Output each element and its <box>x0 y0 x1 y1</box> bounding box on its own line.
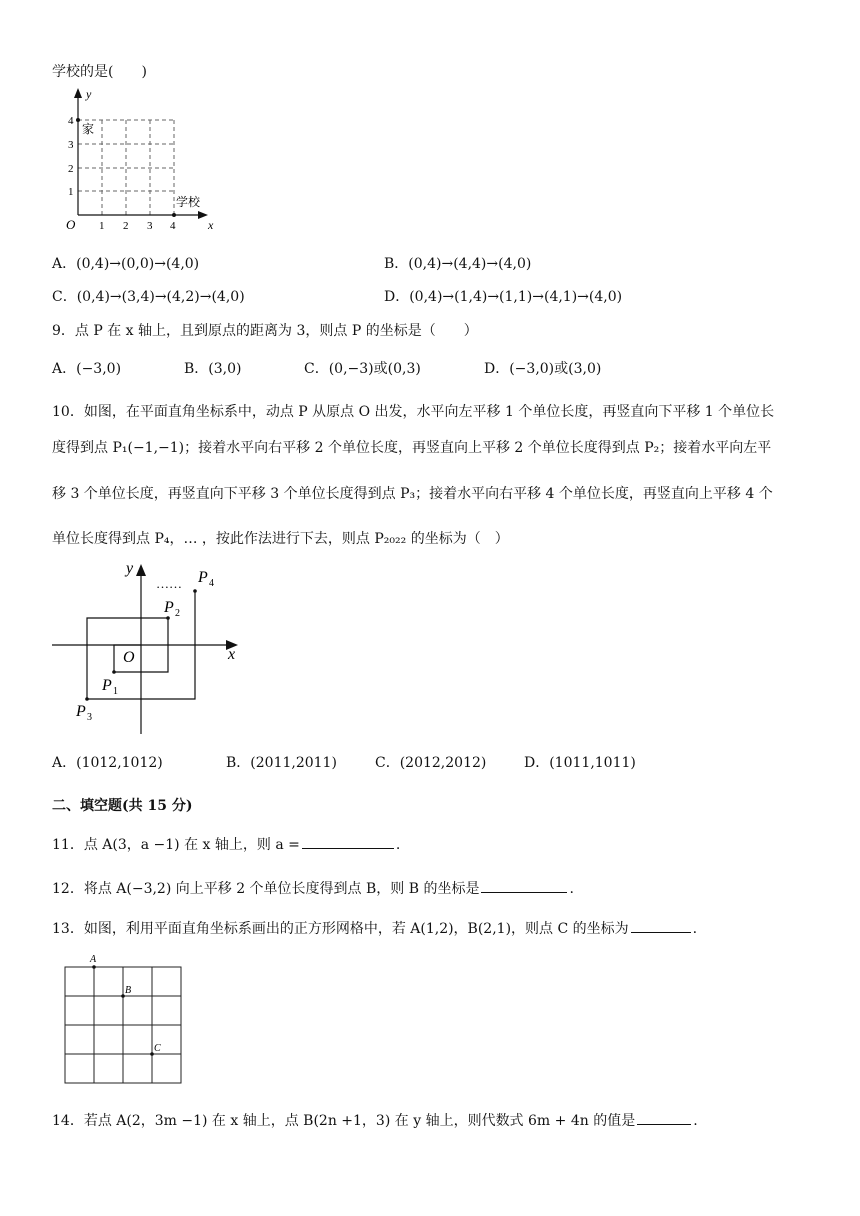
q8-y-tick-4: 4 <box>68 115 74 127</box>
q10-y-arrow <box>136 564 146 576</box>
q10-option-c: C．(2012,2012) <box>375 755 487 771</box>
q10-p2-label: P <box>164 599 174 616</box>
q10-origin-label: O <box>123 649 135 666</box>
q8-option-a: A．(0,4)→(0,0)→(4,0) <box>52 256 200 272</box>
q13-label-b: B <box>125 985 132 996</box>
q10-y-label: y <box>126 560 134 577</box>
q8-y-label: y <box>86 87 92 101</box>
q8-y-arrow <box>74 88 82 98</box>
q12-answer-blank[interactable] <box>481 878 567 893</box>
q11-answer-blank[interactable] <box>302 834 394 849</box>
q10-point-p2 <box>166 616 170 620</box>
q11-end: . <box>395 837 401 853</box>
q8-option-c: C．(0,4)→(3,4)→(4,2)→(4,0) <box>52 289 245 305</box>
q14-answer-blank[interactable] <box>637 1110 691 1125</box>
q10-p4-label: P <box>198 569 208 586</box>
q10-option-a: A．(1012,1012) <box>52 755 163 771</box>
q13-end: . <box>692 921 698 937</box>
q9-stem: 9．点 P 在 x 轴上，且到原点的距离为 3，则点 P 的坐标是（ ） <box>52 323 478 339</box>
q8-x-arrow <box>198 211 208 219</box>
q8-stem: 学校的是( ) <box>52 64 147 80</box>
q10-stem-line2: 度得到点 P₁(−1,−1)；接着水平向右平移 2 个单位长度，再竖直向上平移 2 个单位长度得到点 P₂；接着水平向左平 <box>52 440 772 456</box>
q10-stem-line3: 移 3 个单位长度，再竖直向下平移 3 个单位长度得到点 P₃；接着水平向右平移 4 个单位长度，再竖直向上平移 4 个 <box>52 486 773 502</box>
q10-x-label: x <box>228 646 236 663</box>
q9-option-c: C．(0,−3)或(0,3) <box>304 361 421 377</box>
q12 <box>52 878 574 898</box>
q13-label-c: C <box>154 1043 161 1054</box>
q11-text: 11．点 A(3，a −1) 在 x 轴上，则 a = <box>52 837 300 853</box>
q14 <box>52 1110 698 1130</box>
q8-y-tick-3: 3 <box>68 139 74 151</box>
q8-x-tick-4: 4 <box>170 220 176 232</box>
q10-point-p3 <box>85 697 89 701</box>
q10-stem-line4: 单位长度得到点 P₄，… ，按此作法进行下去，则点 P₂₀₂₂ 的坐标为（ ） <box>52 531 509 547</box>
q13-grid-figure <box>60 950 190 1086</box>
q8-origin-label: O <box>66 217 76 232</box>
q8-y-tick-2: 2 <box>68 163 74 175</box>
q8-school-label: 学校 <box>176 195 201 209</box>
q8-x-tick-2: 2 <box>123 220 129 232</box>
q8-home-point <box>76 118 80 122</box>
q13-point-a <box>92 965 96 969</box>
q10-p2-sub: 2 <box>175 608 180 619</box>
q10-p4-sub: 4 <box>209 578 214 589</box>
q10-point-p1 <box>112 670 116 674</box>
q8-x-tick-3: 3 <box>147 220 153 232</box>
q9-option-d: D．(−3,0)或(3,0) <box>484 361 602 377</box>
q10-spiral-figure <box>52 558 252 738</box>
q13 <box>52 918 697 938</box>
q10-option-d: D．(1011,1011) <box>524 755 636 771</box>
q12-text: 12．将点 A(−3,2) 向上平移 2 个单位长度得到点 B，则 B 的坐标是 <box>52 881 480 897</box>
q13-label-a: A <box>90 954 97 965</box>
q10-point-p4 <box>193 589 197 593</box>
q8-x-tick-1: 1 <box>99 220 105 232</box>
q8-y-tick-1: 1 <box>68 186 74 198</box>
q9-option-b: B．(3,0) <box>184 361 242 377</box>
q8-grid-figure <box>58 86 218 236</box>
q13-answer-blank[interactable] <box>631 918 691 933</box>
q12-end: . <box>569 881 574 897</box>
q11 <box>52 834 400 854</box>
q10-p3-label: P <box>76 703 86 720</box>
q8-option-d: D．(0,4)→(1,4)→(1,1)→(4,1)→(4,0) <box>384 289 623 305</box>
q9-option-a: A．(−3,0) <box>52 361 122 377</box>
section-fill-in-title: 二、填空题(共 15 分) <box>52 798 193 814</box>
q13-grid-lines <box>65 967 181 1083</box>
q14-end: . <box>693 1113 698 1129</box>
q10-stem-line1: 10．如图，在平面直角坐标系中，动点 P 从原点 O 出发，水平向左平移 1 个单位长度，再竖直向下平移 1 个单位长 <box>52 404 775 420</box>
q10-option-b: B．(2011,2011) <box>226 755 337 771</box>
q14-text: 14．若点 A(2，3m −1) 在 x 轴上，点 B(2n +1，3) 在 y 轴上，则代数式 6m + 4n 的值是 <box>52 1113 636 1129</box>
q10-p1-sub: 1 <box>113 686 118 697</box>
q10-continuation-dots: …… <box>156 576 182 591</box>
q10-p1-label: P <box>102 677 112 694</box>
q8-home-label: 家 <box>82 122 95 136</box>
q10-p3-sub: 3 <box>87 712 92 723</box>
q8-school-point <box>172 213 176 217</box>
q13-text: 13．如图，利用平面直角坐标系画出的正方形网格中，若 A(1,2)，B(2,1)，则点 C 的坐标为 <box>52 921 629 937</box>
q8-x-label: x <box>208 218 214 232</box>
q8-option-b: B．(0,4)→(4,4)→(4,0) <box>384 256 532 272</box>
